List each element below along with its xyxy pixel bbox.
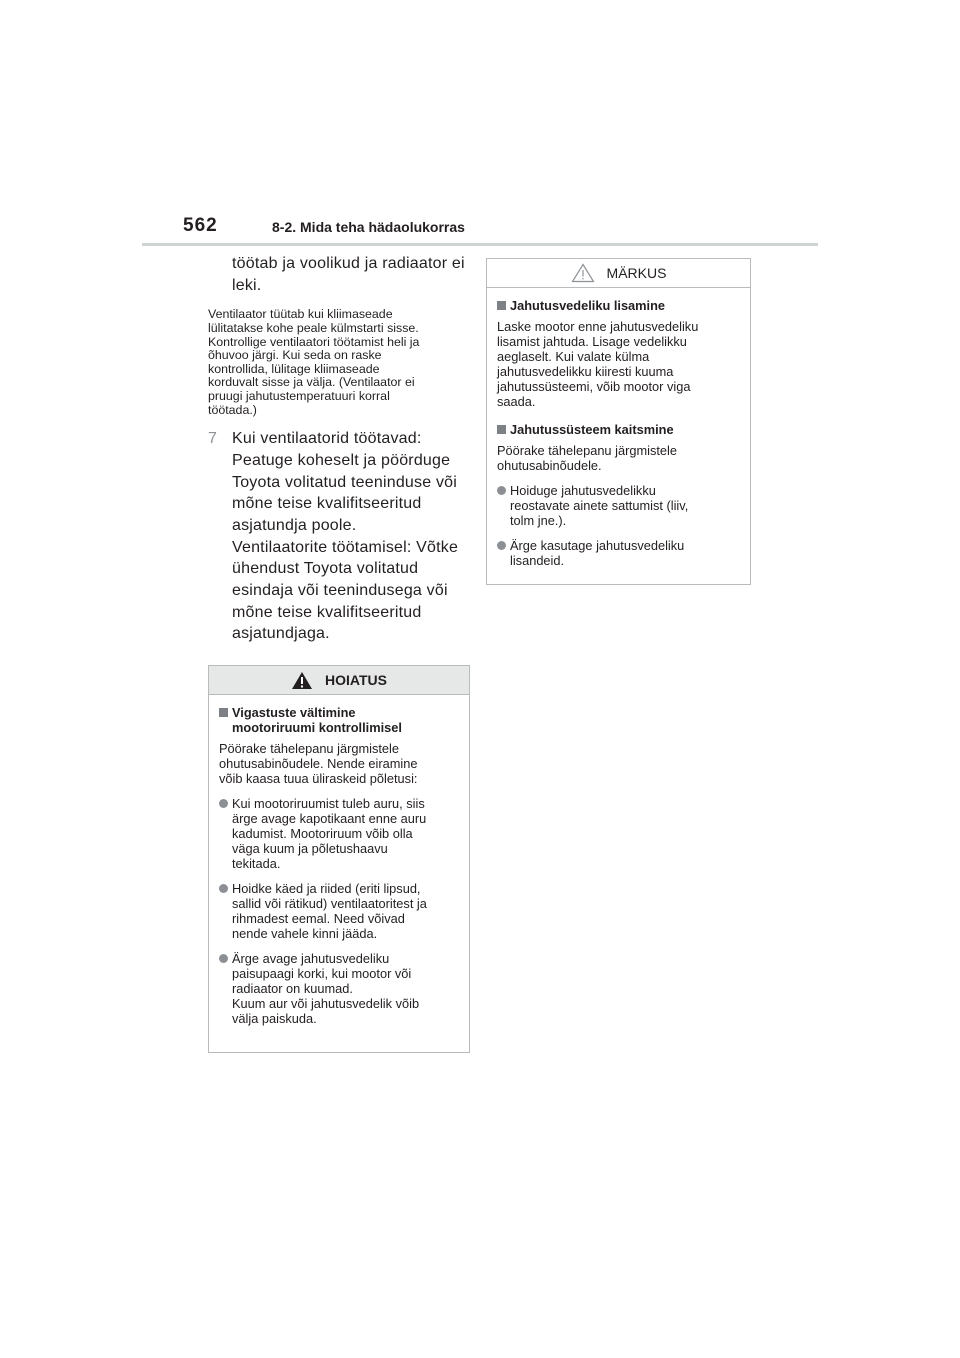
square-bullet-icon bbox=[497, 425, 506, 434]
step-number: 7 bbox=[208, 430, 218, 448]
notice-bullet: Ärge kasutage jahutusvedeliku lisandeid. bbox=[497, 538, 740, 568]
warning-title: HOIATUS bbox=[325, 672, 387, 688]
page-number: 562 bbox=[183, 215, 218, 236]
notice-body bbox=[487, 288, 750, 576]
bullet-icon bbox=[219, 884, 228, 893]
warning-icon bbox=[291, 671, 313, 690]
notice-title: MÄRKUS bbox=[606, 265, 667, 281]
notice-header bbox=[487, 259, 750, 288]
warning-bullet: Kui mootoriruumist tuleb auru, siis ärge avage kapotikaant enne auru kadumist. Mootoriruum võib olla väga kuum ja põletushaavu tekitada. bbox=[219, 796, 459, 871]
notice-heading-2: Jahutussüsteem kaitsmine bbox=[497, 422, 740, 437]
warning-intro: Pöörake tähelepanu järgmistele ohutusabinõudele. Nende eiramine võib kaasa tuua üliraskeid põletusi: bbox=[219, 741, 418, 786]
caution-outline-icon bbox=[571, 263, 595, 283]
warning-box bbox=[208, 665, 470, 1053]
square-bullet-icon bbox=[497, 301, 506, 310]
notice-text-1: Laske mootor enne jahutusvedeliku lisamist jahtuda. Lisage vedelikku aeglaselt. Kui valate külma jahutusvedelikku kiiresti kuuma jahutussüsteemi, võib mootor viga saada. bbox=[497, 319, 699, 409]
bullet-icon bbox=[497, 486, 506, 495]
warning-heading: Vigastuste vältimine mootoriruumi kontrollimisel bbox=[219, 705, 459, 735]
intro-text: töötab ja voolikud ja radiaator ei leki. bbox=[232, 255, 465, 294]
left-column bbox=[208, 253, 468, 645]
bullet-icon bbox=[219, 799, 228, 808]
warning-bullet: Hoidke käed ja riided (eriti lipsud, sallid või rätikud) ventilaatoritest ja rihmadest eemal. Need võivad nende vahele kinni jääda. bbox=[219, 881, 459, 941]
notice-text-2: Pöörake tähelepanu järgmistele ohutusabinõudele. bbox=[497, 443, 677, 473]
notice-bullet: Hoiduge jahutusvedelikku reostavate ainete sattumist (liiv, tolm jne.). bbox=[497, 483, 740, 528]
section-title: 8-2. Mida teha hädaolukorras bbox=[272, 219, 465, 235]
bullet-icon bbox=[497, 541, 506, 550]
bullet-icon bbox=[219, 954, 228, 963]
notice-box bbox=[486, 258, 751, 585]
warning-header bbox=[209, 666, 469, 695]
header-rule bbox=[142, 243, 818, 246]
square-bullet-icon bbox=[219, 708, 228, 717]
notice-heading-1: Jahutusvedeliku lisamine bbox=[497, 298, 740, 313]
step-7 bbox=[208, 428, 468, 645]
warning-body bbox=[209, 695, 469, 1034]
step-text: Kui ventilaatorid töötavad: Peatuge koheselt ja pöörduge Toyota volitatud teeninduse või mõne teise kvalifitseeritud asjatundja poole. Ventilaatorite töötamisel: Võtke ühendust Toyota volitatud esindaja või teenindusega või mõne teise kvalifitseeritud asjatundjaga. bbox=[232, 430, 459, 643]
warning-bullet: Ärge avage jahutusvedeliku paisupaagi korki, kui mootor või radiaator on kuumad. Kuum aur või jahutusvedelik võib välja paiskuda. bbox=[219, 951, 459, 1026]
note-text: Ventilaator tüütab kui kliimaseade lülitatakse kohe peale külmstarti sisse. Kontrollige ventilaatori töötamist heli ja õhuvoo järgi. Kui seda on raske kontrollida, lülitage kliimaseade korduvalt sisse ja välja. (Ventilaator ei pruugi jahutustemperatuuri korral töötada.) bbox=[208, 307, 420, 417]
